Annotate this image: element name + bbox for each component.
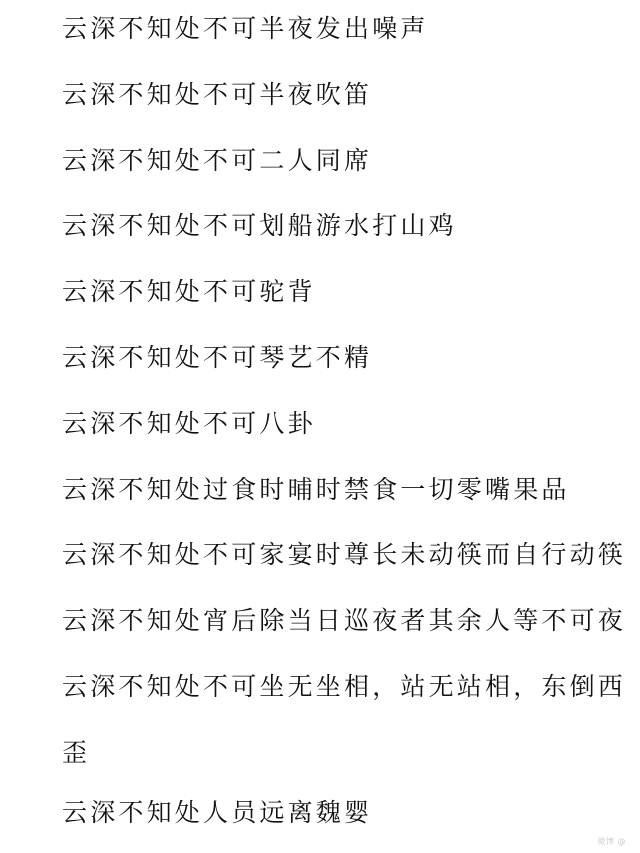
rule-line: 云深不知处不可二人同席 (62, 146, 373, 175)
rule-line: 云深不知处不可驼背 (62, 277, 316, 306)
rule-line: 云深不知处不可琴艺不精 (62, 343, 373, 372)
rule-line: 云深不知处宵后除当日巡夜者其余人等不可夜 (62, 606, 627, 635)
rule-line: 云深不知处不可八卦 (62, 409, 316, 438)
watermark: 微博 @ (597, 837, 626, 846)
rule-line: 歪 (62, 738, 91, 767)
rule-line: 云深不知处过食时晡时禁食一切零嘴果品 (62, 475, 570, 504)
rule-line: 云深不知处不可半夜发出噪声 (62, 14, 429, 43)
rule-line: 云深不知处不可家宴时尊长未动筷而自行动筷 (62, 540, 627, 569)
rule-line: 云深不知处不可半夜吹笛 (62, 80, 373, 109)
rule-line: 云深不知处不可划船游水打山鸡 (62, 211, 457, 240)
rule-line: 云深不知处不可坐无坐相，站无站相，东倒西 (62, 672, 627, 701)
rule-line: 云深不知处人员远离魏婴 (62, 798, 373, 827)
